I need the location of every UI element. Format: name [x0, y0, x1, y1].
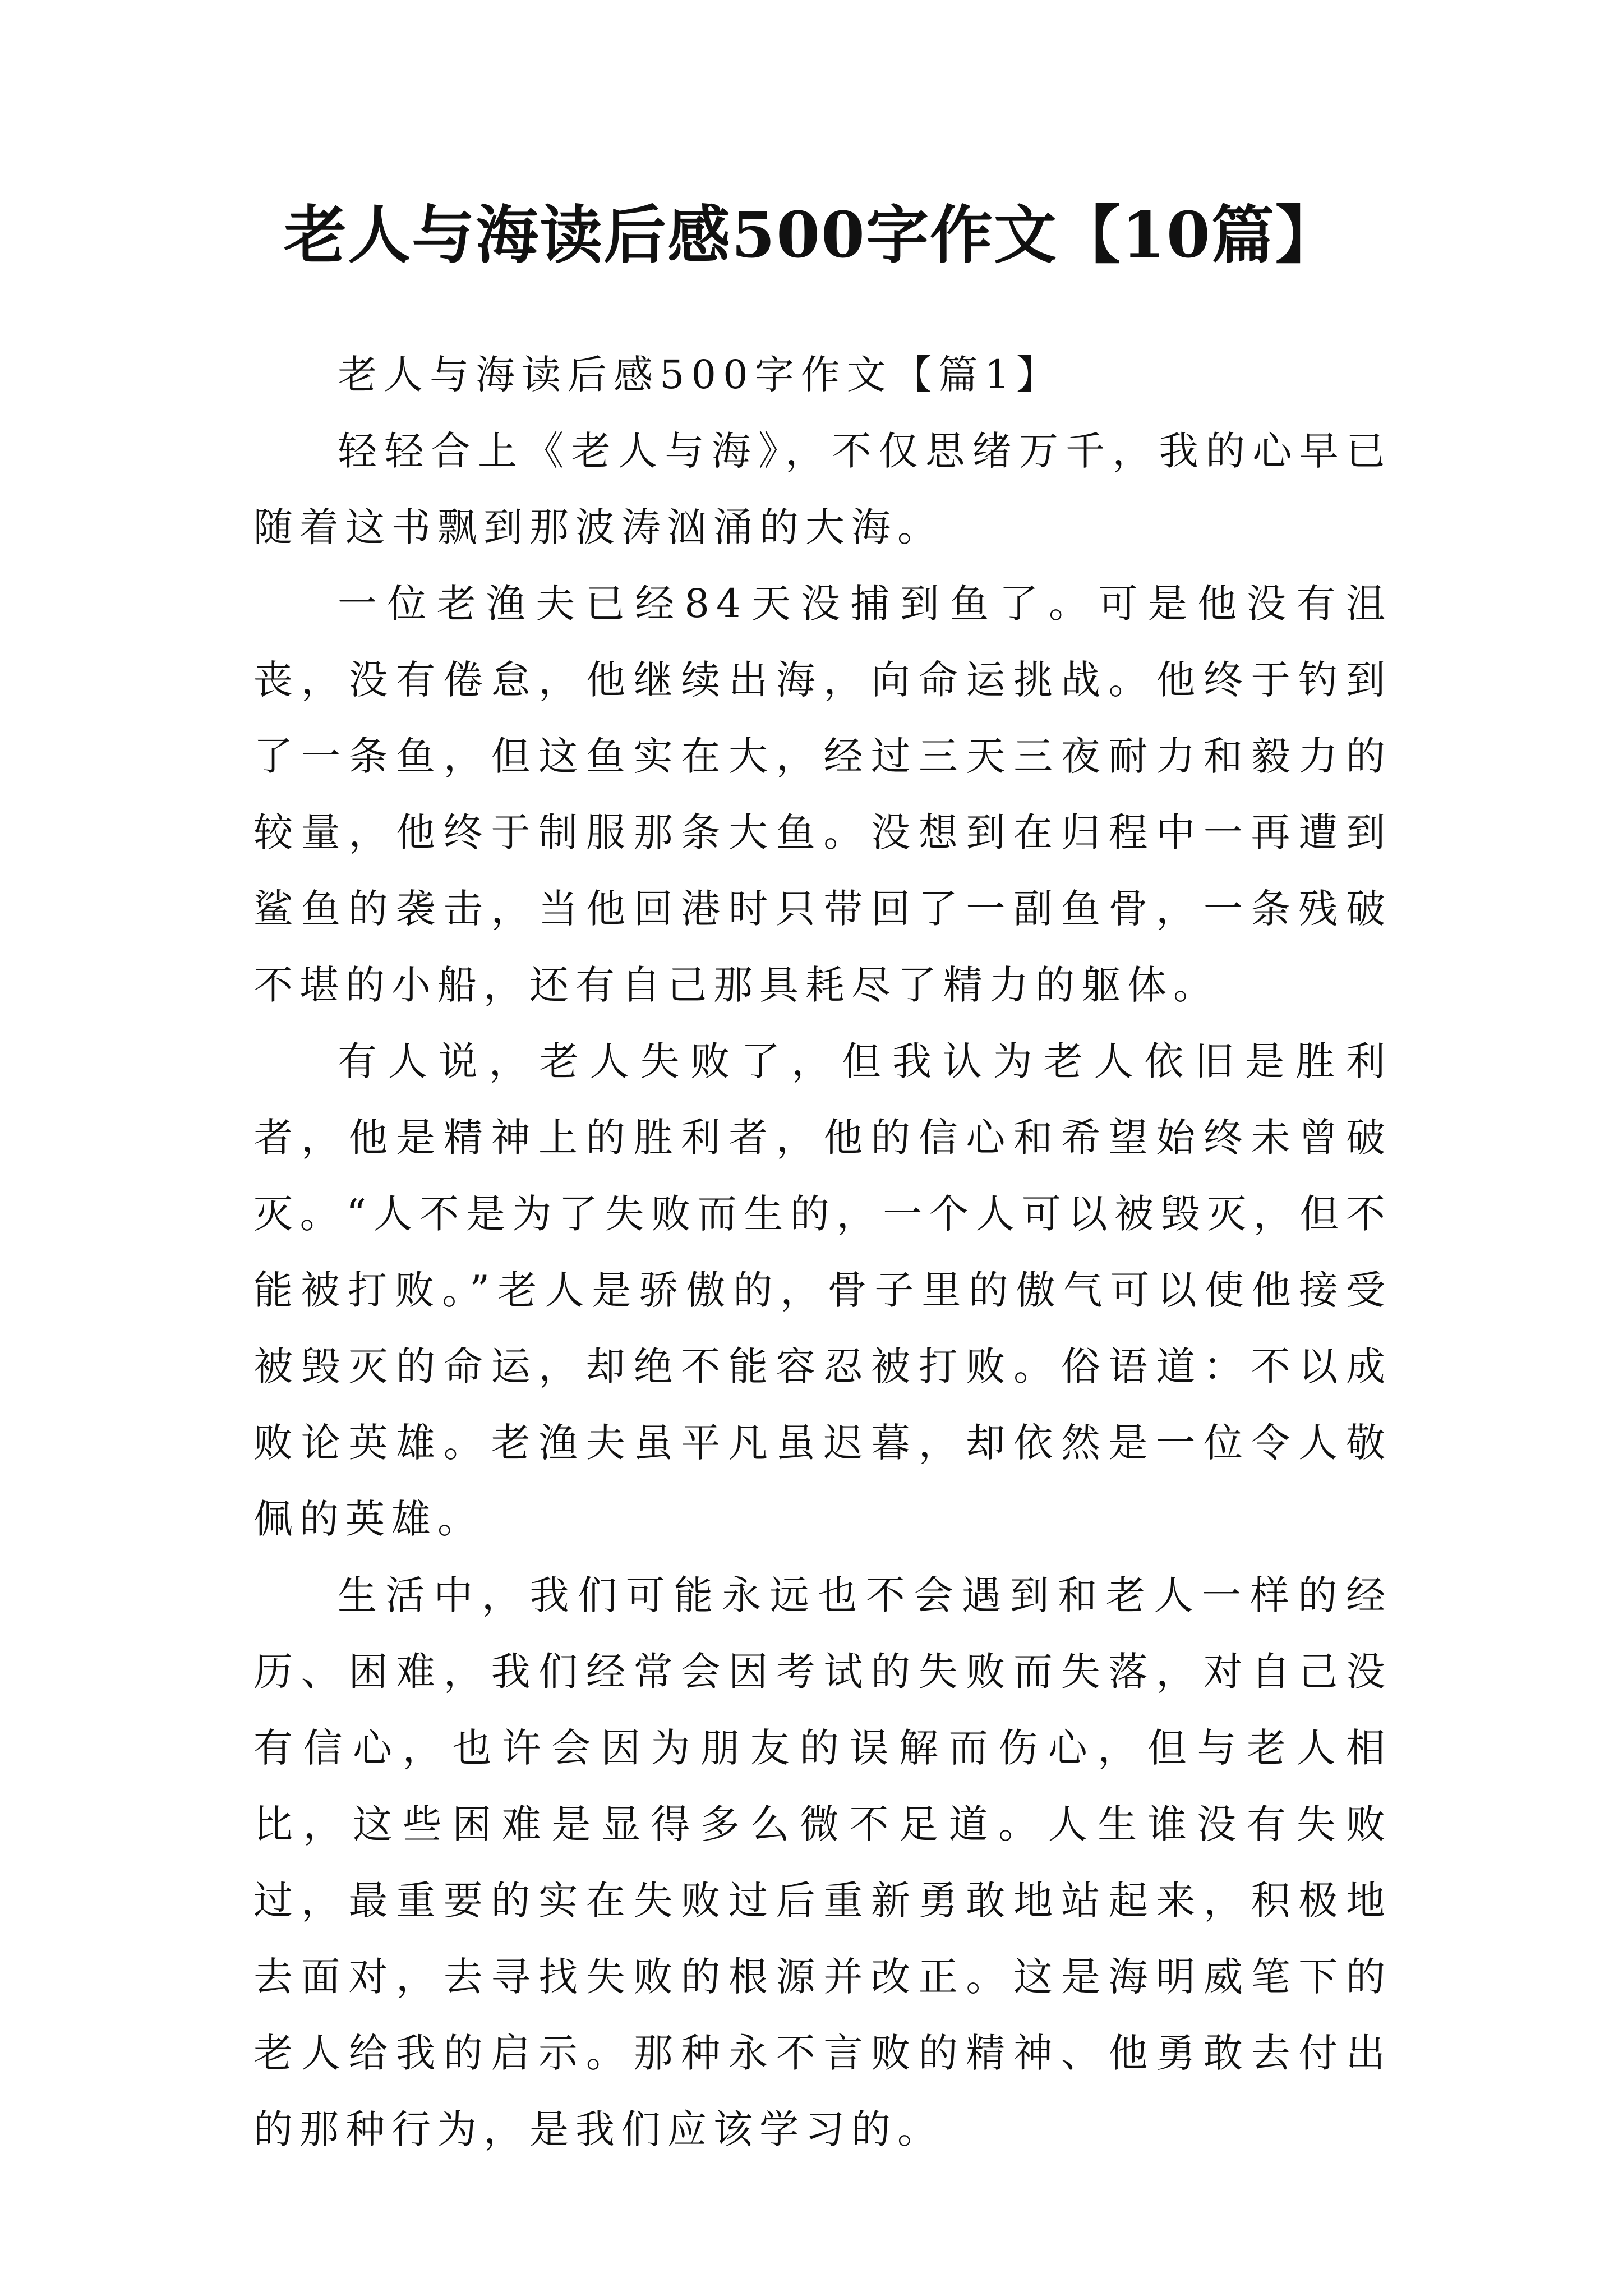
document-body	[253, 337, 1392, 2168]
paragraph: 轻轻合上《老人与海》，不仅思绪万千，我的心早已随着这书飘到那波涛汹涌的大海。	[253, 428, 1392, 550]
document-title: 老人与海读后感500字作文【10篇】	[284, 199, 1339, 272]
paragraph: 生活中，我们可能永远也不会遇到和老人一样的经历、困难，我们经常会因考试的失败而失落，对自己没有信心，也许会因为朋友的误解而伤心，但与老人相比，这些困难是显得多么微不足道。人生谁没有失败过，最重要的实在失败过后重新勇敢地站起来，积极地去面对，去寻找失败的根源并改正。这是海明威笔下的老人给我的启示。那种永不言败的精神、他勇敢去付出的那种行为，是我们应该学习的。	[253, 1572, 1392, 2152]
paragraph: 有人说，老人失败了，但我认为老人依旧是胜利者，他是精神上的胜利者，他的信心和希望始终未曾破灭。“人不是为了失败而生的，一个人可以被毁灭，但不能被打败。”老人是骄傲的，骨子里的傲气可以使他接受被毁灭的命运，却绝不能容忍被打败。俗语道：不以成败论英雄。老渔夫虽平凡虽迟暮，却依然是一位令人敬佩的英雄。	[253, 1038, 1392, 1542]
paragraph: 一位老渔夫已经84天没捕到鱼了。可是他没有沮丧，没有倦怠，他继续出海，向命运挑战。他终于钓到了一条鱼，但这鱼实在大，经过三天三夜耐力和毅力的较量，他终于制服那条大鱼。没想到在归程中一再遭到鲨鱼的袭击，当他回港时只带回了一副鱼骨，一条残破不堪的小船，还有自己那具耗尽了精力的躯体。	[253, 581, 1392, 1008]
section-heading: 老人与海读后感500字作文【篇1】	[338, 352, 1063, 398]
